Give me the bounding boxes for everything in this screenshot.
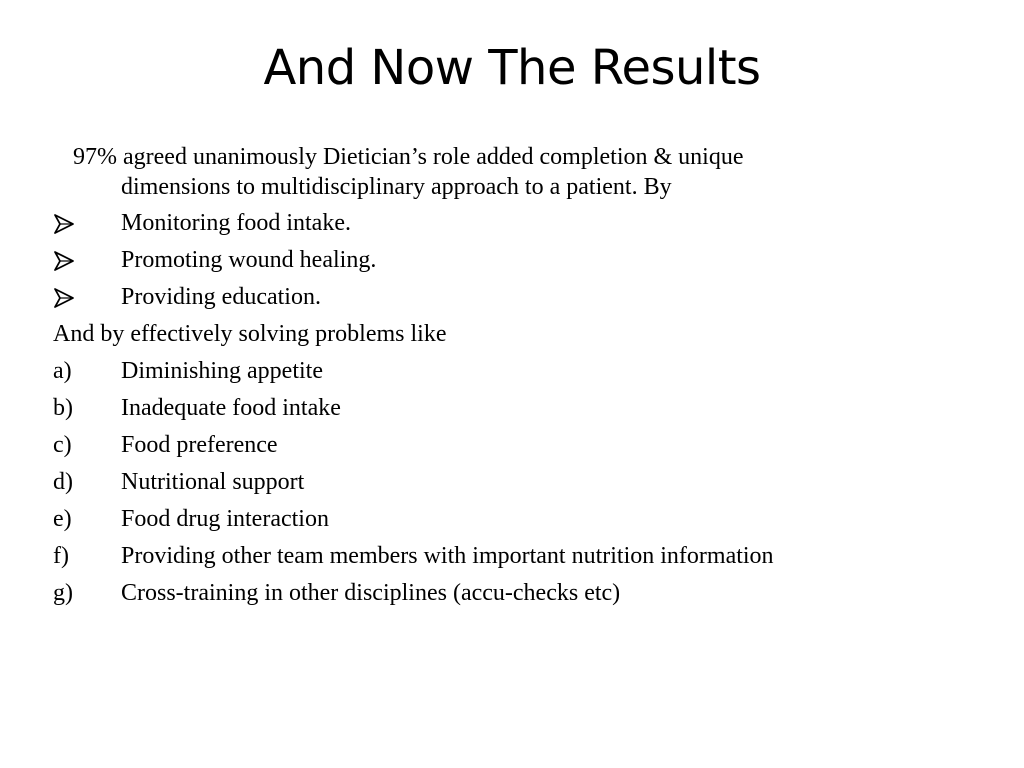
list-item bbox=[53, 430, 983, 460]
list-text: Food drug interaction bbox=[121, 506, 329, 532]
bullet-text: Monitoring food intake. bbox=[121, 210, 351, 236]
bullet-text: Providing education. bbox=[121, 284, 321, 310]
list-marker: c) bbox=[53, 432, 72, 458]
list-marker: e) bbox=[53, 506, 72, 532]
list-item bbox=[53, 541, 983, 571]
bullet-text: Promoting wound healing. bbox=[121, 247, 377, 273]
bullet-item bbox=[53, 245, 983, 275]
list-marker: d) bbox=[53, 469, 73, 495]
bullet-item bbox=[53, 208, 983, 238]
arrowhead-bullet-icon bbox=[53, 287, 75, 309]
transition-text: And by effectively solving problems like bbox=[53, 321, 447, 347]
list-marker: f) bbox=[53, 543, 69, 569]
list-item bbox=[53, 504, 983, 534]
list-marker: b) bbox=[53, 395, 73, 421]
slide-title: And Now The Results bbox=[263, 40, 761, 96]
list-item bbox=[53, 393, 983, 423]
intro-paragraph bbox=[73, 142, 893, 202]
list-text: Cross-training in other disciplines (accu-checks etc) bbox=[121, 580, 621, 606]
list-item bbox=[53, 356, 983, 386]
list-text: Nutritional support bbox=[121, 469, 305, 495]
intro-line-1: 97% agreed unanimously Dietician’s role added completion & unique bbox=[73, 144, 744, 170]
list-item bbox=[53, 467, 983, 497]
list-marker: g) bbox=[53, 580, 73, 606]
list-marker: a) bbox=[53, 358, 72, 384]
list-text: Food preference bbox=[121, 432, 278, 458]
list-text: Diminishing appetite bbox=[121, 358, 323, 384]
list-item bbox=[53, 578, 983, 608]
list-text: Inadequate food intake bbox=[121, 395, 341, 421]
arrowhead-bullet-icon bbox=[53, 213, 75, 235]
intro-line-2: dimensions to multidisciplinary approach to a patient. By bbox=[121, 174, 672, 200]
list-text: Providing other team members with important nutrition information bbox=[121, 543, 774, 569]
bullet-item bbox=[53, 282, 983, 312]
arrowhead-bullet-icon bbox=[53, 250, 75, 272]
